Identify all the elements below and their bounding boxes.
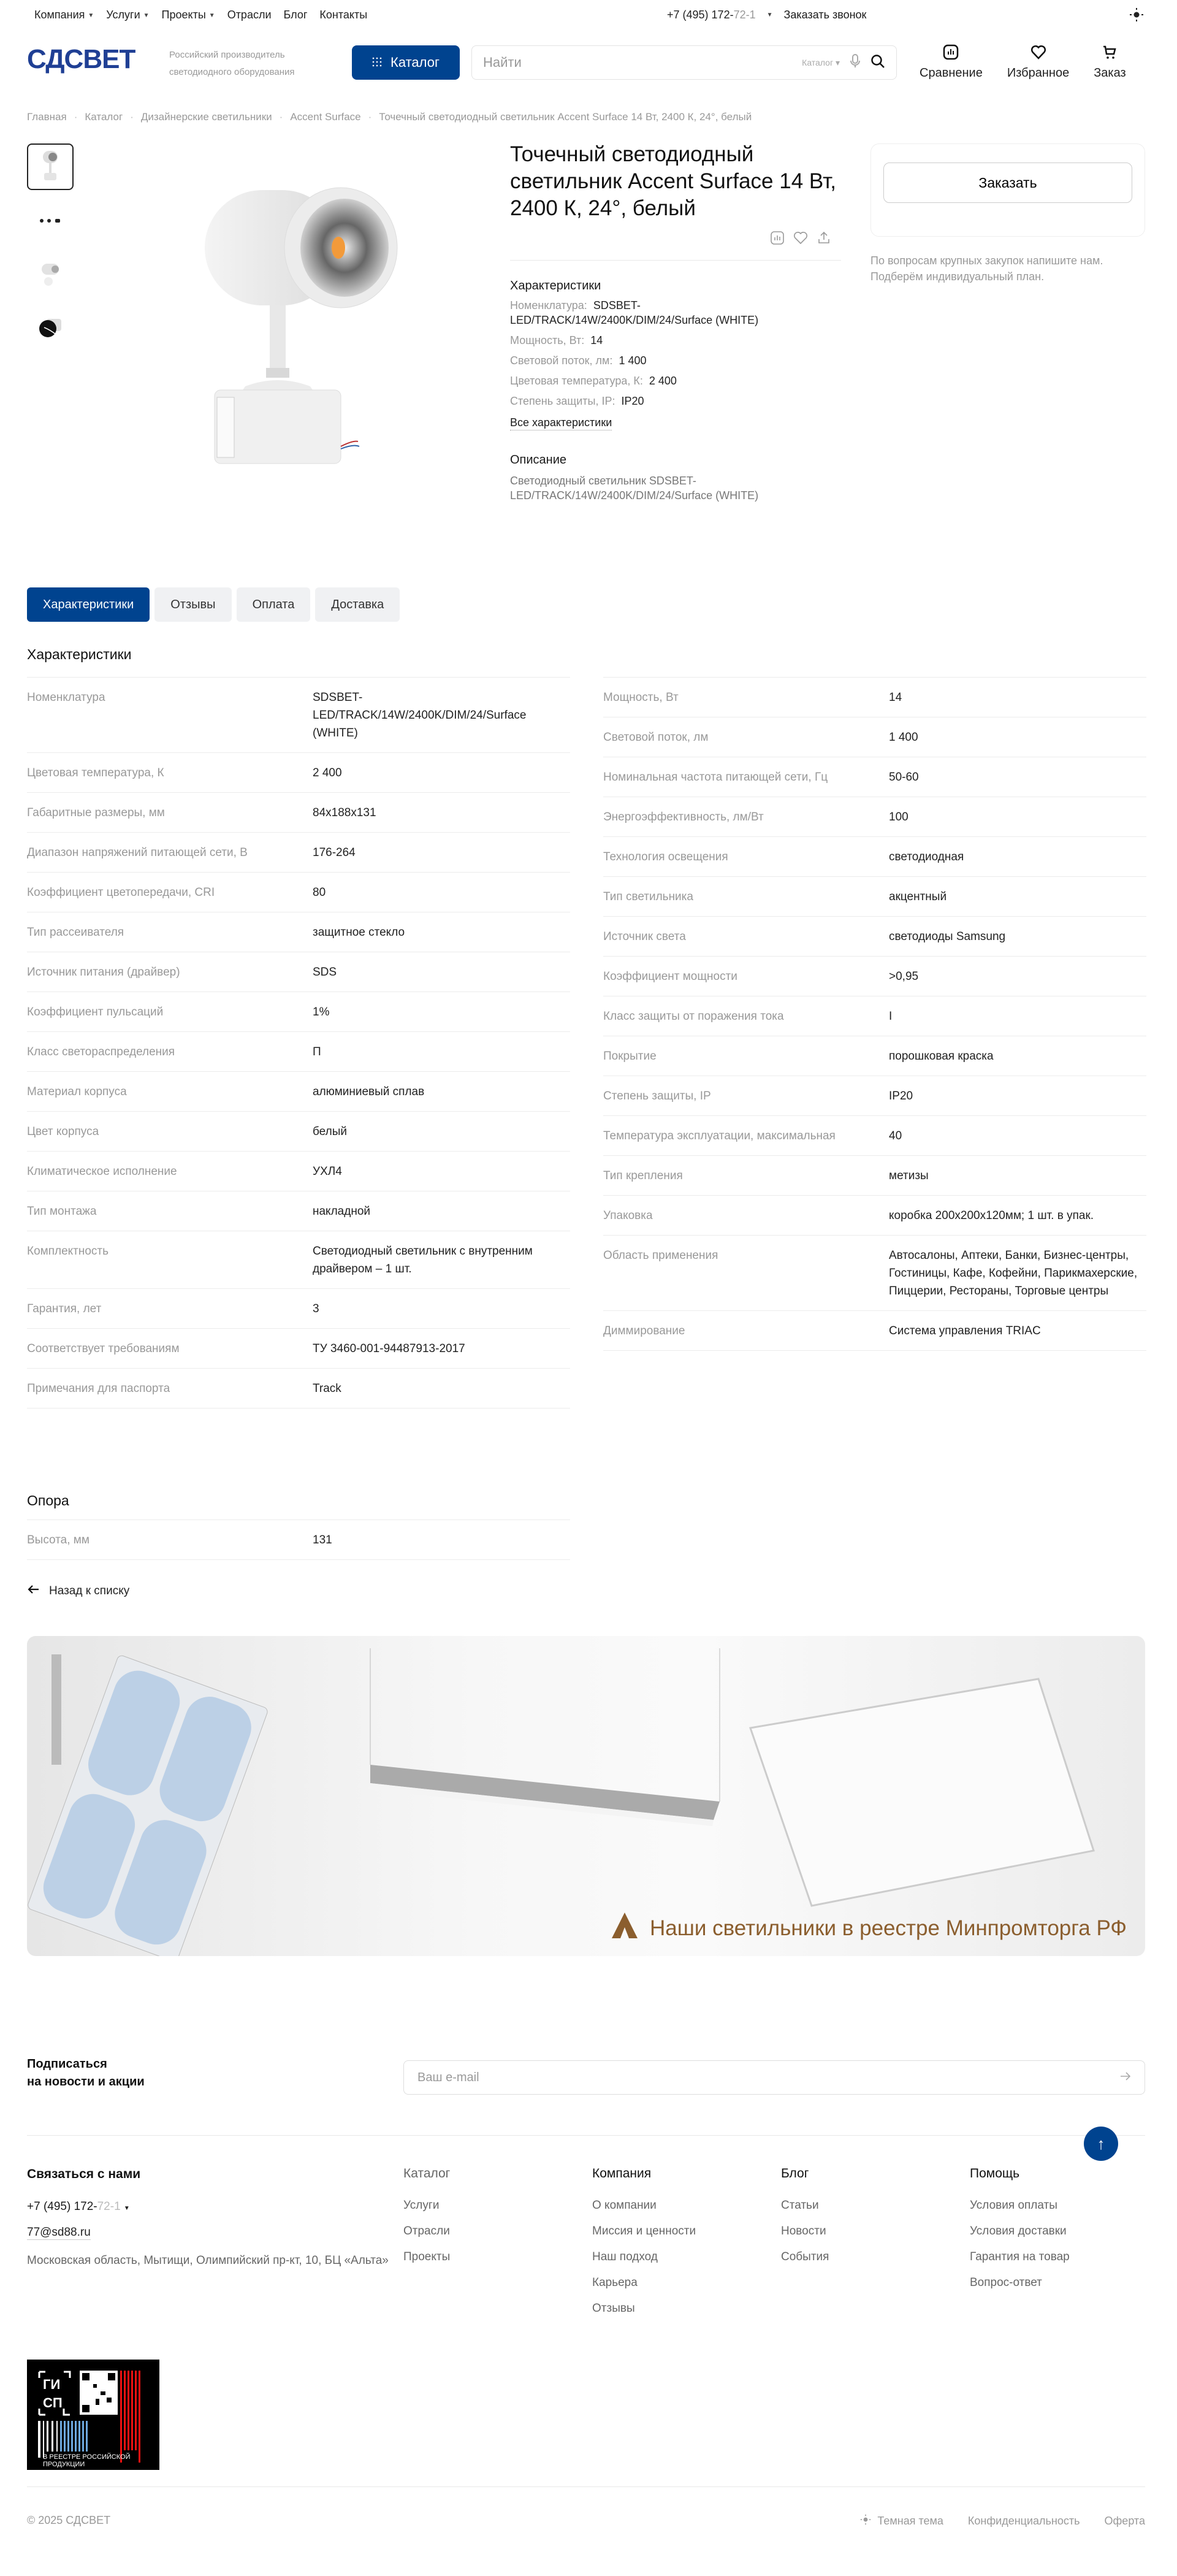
spec-value: УХЛ4: [313, 1165, 342, 1178]
spec-key: Технология освещения: [603, 850, 728, 863]
footer-col-help: Помощь Условия оплаты Условия доставки Гарантия на товар Вопрос-ответ: [970, 2166, 1070, 2289]
product-tabs: [27, 587, 400, 622]
spec-row: [27, 1191, 570, 1231]
top-nav: [34, 9, 367, 21]
spec-value: SDS: [313, 966, 337, 979]
spec-key: Источник света: [603, 930, 686, 943]
spec-key: Область применения: [603, 1249, 718, 1262]
spec-key: Степень защиты, IP: [603, 1090, 711, 1103]
footer-email-link[interactable]: 77@sd88.ru: [27, 2226, 91, 2239]
minpromtorg-logo-icon: [611, 1911, 639, 1945]
spec-row: [27, 832, 570, 872]
spec-row: [27, 1071, 570, 1111]
spec-key: Класс светораспределения: [27, 1045, 175, 1058]
spec-key: Габаритные размеры, мм: [27, 806, 165, 819]
spec-row: [603, 1115, 1146, 1155]
chart-compare-icon: [943, 44, 959, 64]
spec-key: Тип крепления: [603, 1169, 683, 1182]
search-scope-select[interactable]: Каталог ▾: [802, 57, 840, 67]
char-row: Цветовая температура, К: 2 400: [510, 375, 677, 387]
banner-caption: Наши светильники в реестре Минпромторга РФ: [611, 1911, 1127, 1945]
footer-link[interactable]: Гарантия на товар: [970, 2250, 1070, 2263]
spec-row: [27, 1288, 570, 1328]
cart-icon: [1102, 44, 1118, 64]
footer-link[interactable]: Условия оплаты: [970, 2199, 1057, 2212]
footer-link[interactable]: События: [781, 2250, 829, 2263]
spec-value: 131: [313, 1534, 332, 1546]
topnav-contacts[interactable]: Контакты: [319, 9, 368, 21]
breadcrumb-item[interactable]: Accent Surface: [290, 111, 361, 123]
sun-icon[interactable]: [1129, 7, 1144, 25]
spec-key: Высота, мм: [27, 1534, 90, 1546]
topnav-industries[interactable]: Отрасли: [227, 9, 272, 21]
spec-value: 176-264: [313, 846, 356, 859]
footer-divider: [27, 2135, 1145, 2136]
specs-right-column: [603, 677, 1146, 1351]
tab-delivery[interactable]: Доставка: [315, 587, 400, 622]
spec-row: [27, 872, 570, 912]
product-title: Точечный светодиодный светильник Accent Surface 14 Вт, 2400 К, 24°, белый: [510, 142, 836, 220]
spec-row: [603, 1155, 1146, 1195]
spec-row: [27, 1519, 570, 1559]
logo[interactable]: СДСВЕТ: [27, 44, 135, 74]
spec-row: [27, 752, 570, 792]
spec-value: белый: [313, 1125, 347, 1138]
spec-value: светодиоды Samsung: [889, 930, 1006, 943]
spec-key: Класс защиты от поражения тока: [603, 1010, 784, 1023]
spec-value: 50-60: [889, 771, 919, 784]
spec-key: Тип светильника: [603, 890, 693, 903]
spec-row: [603, 996, 1146, 1036]
description: Описание Светодиодный светильник SDSBET-LED/TRACK/14W/2400K/DIM/24/Surface (WHITE): [510, 453, 759, 502]
spec-value: метизы: [889, 1169, 929, 1182]
breadcrumb: Главная · Каталог · Дизайнерские светильники · Accent Surface · Точечный светодиодный светильник Accent Surface 14 Вт, 2400 К, 24°, белый: [27, 111, 752, 123]
microphone-icon[interactable]: [850, 54, 861, 72]
char-row: Номенклатура: SDSBET-LED/TRACK/14W/2400K/DIM/24/Surface (WHITE): [510, 299, 759, 326]
footer-link[interactable]: Проекты: [403, 2250, 451, 2263]
spec-value: 3: [313, 1302, 319, 1315]
specs-heading: Характеристики: [27, 646, 132, 662]
spec-key: Источник питания (драйвер): [27, 966, 180, 979]
spec-value: 100: [889, 811, 908, 824]
divider: [510, 260, 841, 261]
char-row: Степень защиты, IP: IP20: [510, 395, 644, 407]
footer-link[interactable]: Услуги: [403, 2199, 440, 2212]
spec-value: 2 400: [313, 766, 342, 779]
thumbnail-gallery: [27, 143, 74, 359]
spec-key: Материал корпуса: [27, 1085, 127, 1098]
top-contacts: [667, 9, 866, 21]
spec-key: Примечания для паспорта: [27, 1382, 170, 1395]
compare-button[interactable]: Сравнение: [920, 44, 983, 80]
spec-row: [27, 1151, 570, 1191]
spec-value: I: [889, 1010, 893, 1023]
arrow-left-icon: [27, 1584, 39, 1598]
compare-icon[interactable]: [770, 231, 785, 248]
footer-col-company: Компания О компании Миссия и ценности Наш подход Карьера Отзывы: [592, 2166, 696, 2315]
order-cart-button[interactable]: Заказ: [1094, 44, 1126, 80]
spec-value: светодиодная: [889, 850, 964, 863]
spec-row: [603, 1036, 1146, 1076]
spec-value: Автосалоны, Аптеки, Банки, Бизнес-центры, Гостиницы, Кафе, Кофейни, Парикмахерские, Пиццерии, Рестораны, Торговые центры: [889, 1249, 1138, 1298]
footer-link[interactable]: Отзывы: [592, 2302, 635, 2315]
footer-link[interactable]: Миссия и ценности: [592, 2225, 696, 2238]
footer-link[interactable]: Отрасли: [403, 2225, 450, 2238]
spec-row: [603, 956, 1146, 996]
spec-key: Цветовая температура, К: [27, 766, 164, 779]
footer-bottom-divider: [27, 2486, 1145, 2487]
footer-link[interactable]: Статьи: [781, 2199, 819, 2212]
spec-key: Световой поток, лм: [603, 731, 709, 744]
char-row: Световой поток, лм: 1 400: [510, 354, 647, 367]
search-bar: [471, 45, 897, 80]
spec-key: Тип монтажа: [27, 1205, 97, 1218]
footer-bottom-links: [860, 2514, 1145, 2528]
thumbnail-1[interactable]: [27, 143, 74, 190]
tab-characteristics[interactable]: Характеристики: [27, 587, 150, 622]
spec-key: Тип рассеивателя: [27, 926, 124, 939]
spec-key: Мощность, Вт: [603, 691, 679, 704]
spec-row: [603, 916, 1146, 956]
footer-link[interactable]: Вопрос-ответ: [970, 2276, 1042, 2289]
offer-link[interactable]: Оферта: [1104, 2515, 1145, 2527]
spec-value: порошковая краска: [889, 1050, 994, 1063]
catalog-button[interactable]: Каталог: [352, 45, 460, 80]
spec-value: 40: [889, 1129, 902, 1142]
heart-icon: [1030, 44, 1046, 64]
footer-phone[interactable]: +7 (495) 172-72-1 ▼: [27, 2200, 130, 2213]
spec-key: Коэффициент цветопередачи, CRI: [27, 886, 215, 899]
header-actions: [920, 44, 1126, 80]
arrow-right-icon[interactable]: [1120, 2072, 1131, 2084]
spec-value: П: [313, 1045, 321, 1058]
spec-key: Гарантия, лет: [27, 1302, 102, 1315]
spec-value: 14: [889, 691, 902, 704]
spec-key: Цвет корпуса: [27, 1125, 99, 1138]
spec-row: [603, 876, 1146, 916]
thumbnail-4[interactable]: [27, 305, 74, 352]
spec-value: защитное стекло: [313, 926, 405, 939]
spec-value: SDSBET-LED/TRACK/14W/2400K/DIM/24/Surface (WHITE): [313, 691, 527, 740]
search-icon[interactable]: [870, 54, 885, 72]
footer-link[interactable]: Наш подход: [592, 2250, 658, 2263]
favorites-button[interactable]: Избранное: [1007, 44, 1069, 80]
search-input[interactable]: [483, 55, 802, 71]
spec-value: 1%: [313, 1006, 330, 1019]
spec-row: [603, 1235, 1146, 1310]
spec-row: [27, 952, 570, 992]
svg-text:СП: СП: [43, 2395, 63, 2410]
spec-row: [603, 757, 1146, 797]
spec-row: [603, 1076, 1146, 1115]
footer-col-blog: Блог Статьи Новости События: [781, 2166, 829, 2263]
topnav-projects[interactable]: Проекты ▼: [161, 9, 215, 21]
spec-key: Климатическое исполнение: [27, 1165, 177, 1178]
spec-value: алюминиевый сплав: [313, 1085, 425, 1098]
spec-key: Номинальная частота питающей сети, Гц: [603, 771, 828, 784]
divider: [27, 1559, 570, 1560]
spec-key: Комплектность: [27, 1245, 109, 1258]
thumbnail-2[interactable]: [27, 197, 74, 244]
all-characteristics-link[interactable]: Все характеристики: [510, 415, 612, 430]
spec-value: акцентный: [889, 890, 947, 903]
support-column: [27, 1519, 570, 1560]
spec-key: Соответствует требованиям: [27, 1342, 180, 1355]
spec-row: [27, 1231, 570, 1288]
scroll-to-top-button[interactable]: [1084, 2127, 1118, 2161]
spec-row: [27, 677, 570, 752]
spec-value: 80: [313, 886, 326, 899]
svg-text:ГИ: ГИ: [43, 2377, 61, 2392]
spec-row: [27, 912, 570, 952]
breadcrumb-item[interactable]: Главная: [27, 111, 67, 123]
footer-address: Московская область, Мытищи, Олимпийский пр-кт, 10, БЦ «Альта»: [27, 2254, 389, 2267]
promo-banner[interactable]: [27, 1636, 1145, 1956]
footer-link[interactable]: Новости: [781, 2225, 826, 2238]
spec-key: Коэффициент мощности: [603, 970, 737, 983]
product-image[interactable]: [196, 178, 429, 497]
spec-value: >0,95: [889, 970, 919, 983]
spec-key: Упаковка: [603, 1209, 653, 1222]
support-heading: Опора: [27, 1492, 69, 1508]
specs-left-column: [27, 677, 570, 1408]
grid-dots-icon: [372, 55, 382, 71]
sun-icon: [860, 2514, 871, 2528]
spec-value: ТУ 3460-001-94487913-2017: [313, 1342, 465, 1355]
spec-value: накладной: [313, 1205, 370, 1218]
spec-row: [603, 1195, 1146, 1235]
breadcrumb-current: Точечный светодиодный светильник Accent Surface 14 Вт, 2400 К, 24°, белый: [379, 111, 752, 123]
spec-value: коробка 200x200x120мм; 1 шт. в упак.: [889, 1209, 1094, 1222]
footer-contacts: Связаться с нами +7 (495) 172-72-1 ▼ 77@sd88.ru Московская область, Мытищи, Олимпийский пр-кт, 10, БЦ «Альта»: [27, 2167, 395, 2269]
spec-value: Track: [313, 1382, 341, 1395]
tab-payment[interactable]: Оплата: [237, 587, 311, 622]
order-button[interactable]: Заказать: [883, 162, 1132, 203]
caret-down-icon[interactable]: ▼: [766, 12, 773, 18]
registry-badge[interactable]: [27, 2360, 159, 2470]
callback-link[interactable]: Заказать звонок: [783, 9, 867, 21]
spec-row: [27, 1031, 570, 1071]
spec-row: [603, 1310, 1146, 1350]
spec-key: Диммирование: [603, 1324, 685, 1337]
spec-value: 1 400: [889, 731, 918, 744]
tab-reviews[interactable]: Отзывы: [154, 587, 231, 622]
spec-row: [603, 677, 1146, 717]
footer-link[interactable]: Карьера: [592, 2276, 638, 2289]
spec-row: [603, 717, 1146, 757]
product-actions: [770, 231, 831, 248]
share-icon[interactable]: [817, 231, 831, 248]
char-row: Мощность, Вт: 14: [510, 334, 603, 346]
footer-col-catalog: Каталог Услуги Отрасли Проекты: [403, 2166, 451, 2263]
caret-down-icon: ▼: [143, 12, 150, 19]
dark-theme-toggle[interactable]: Темная тема: [860, 2514, 943, 2528]
order-box: [870, 143, 1145, 237]
tagline: Российский производитель светодиодного оборудования: [169, 50, 295, 77]
spec-row: [27, 792, 570, 832]
header-phone[interactable]: +7 (495) 172-72-1: [667, 9, 756, 21]
topnav-blog[interactable]: Блог: [283, 9, 308, 21]
copyright: © 2025 СДСВЕТ: [27, 2514, 111, 2526]
footer-link[interactable]: О компании: [592, 2199, 657, 2212]
spec-key: Энергоэффективность, лм/Вт: [603, 811, 764, 824]
caret-down-icon: ▼: [88, 12, 94, 19]
spec-row: [603, 797, 1146, 836]
svg-text:В РЕЕСТРЕ РОССИЙСКОЙ: В РЕЕСТРЕ РОССИЙСКОЙ: [43, 2453, 131, 2461]
spec-row: [27, 1111, 570, 1151]
spec-row: [603, 836, 1146, 876]
arrow-up-icon: ↑: [1097, 2134, 1105, 2153]
subscribe-heading: Подписаться на новости и акции: [27, 2057, 145, 2089]
topnav-company[interactable]: Компания ▼: [34, 9, 94, 21]
spec-row: [27, 1368, 570, 1408]
spec-value: Система управления TRIAC: [889, 1324, 1041, 1337]
spec-key: Покрытие: [603, 1050, 657, 1063]
privacy-link[interactable]: Конфиденциальность: [967, 2515, 1080, 2527]
footer-link[interactable]: Условия доставки: [970, 2225, 1067, 2238]
spec-value: IP20: [889, 1090, 913, 1103]
breadcrumb-item[interactable]: Дизайнерские светильники: [140, 111, 272, 123]
spec-row: [27, 1328, 570, 1368]
spec-row: [27, 992, 570, 1031]
email-subscribe-field: [403, 2060, 1145, 2095]
breadcrumb-item[interactable]: Каталог: [85, 111, 123, 123]
short-characteristics: Характеристики Номенклатура: SDSBET-LED/TRACK/14W/2400K/DIM/24/Surface (WHITE) Мощность, Вт: 14 Световой поток, лм: 1 400 Цветовая температура, К: 2 400 Степень защиты, IP: IP20 Все характеристики: [510, 278, 841, 430]
topnav-services[interactable]: Услуги ▼: [106, 9, 150, 21]
caret-down-icon: ▼: [208, 12, 215, 19]
spec-key: Диапазон напряжений питающей сети, В: [27, 846, 248, 859]
thumbnail-3[interactable]: [27, 251, 74, 298]
spec-key: Температура эксплуатации, максимальная: [603, 1129, 836, 1142]
spec-value: Светодиодный светильник с внутренним драйвером – 1 шт.: [313, 1245, 533, 1275]
svg-text:ПРОДУКЦИИ: ПРОДУКЦИИ: [43, 2461, 85, 2468]
back-to-list-link[interactable]: Назад к списку: [27, 1584, 129, 1598]
spec-key: Коэффициент пульсаций: [27, 1006, 164, 1019]
order-note: По вопросам крупных закупок напишите нам. Подберём индивидуальный план.: [870, 254, 1103, 283]
heart-icon[interactable]: [793, 231, 808, 248]
spec-value: 84x188x131: [313, 806, 376, 819]
divider: [603, 1350, 1146, 1351]
spec-key: Номенклатура: [27, 691, 105, 704]
email-input[interactable]: [417, 2071, 1120, 2085]
